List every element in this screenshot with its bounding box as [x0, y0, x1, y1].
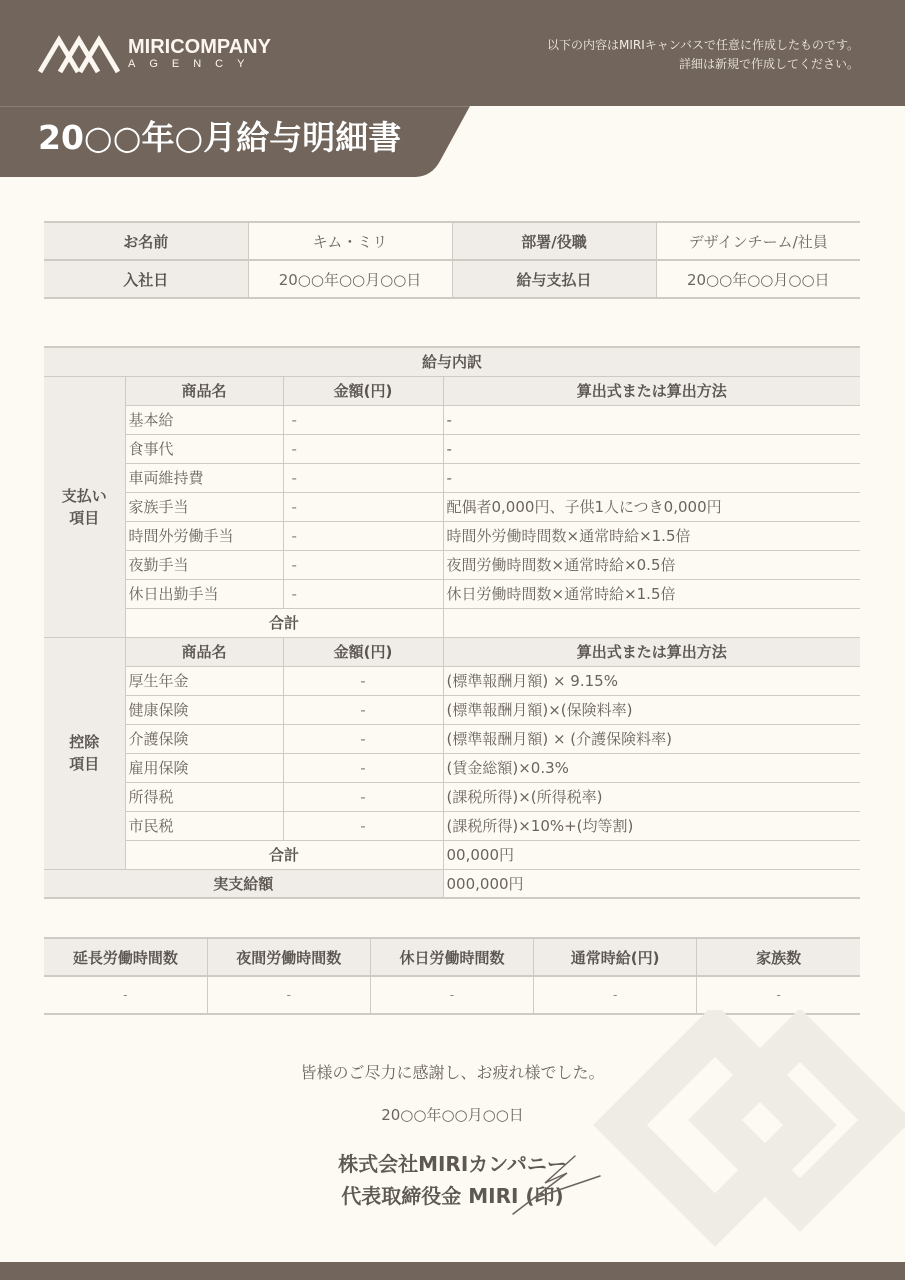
- item-formula: (標準報酬月額)×(保険料率): [443, 695, 860, 724]
- item-amount: -: [283, 492, 443, 521]
- issue-date: 20○○年○○月○○日: [381, 1106, 524, 1124]
- column-item-name: 商品名: [125, 637, 283, 666]
- item-amount: -: [283, 463, 443, 492]
- name-label: お名前: [44, 222, 248, 260]
- hourly-wage-value: -: [534, 976, 697, 1014]
- header-bar: [0, 0, 905, 106]
- item-formula: (課税所得)×(所得税率): [443, 782, 860, 811]
- info-row: [44, 222, 860, 260]
- net-pay-label: 実支給額: [44, 869, 443, 898]
- item-amount: -: [283, 753, 443, 782]
- column-amount: 金額(円): [283, 376, 443, 405]
- notice-line-1: 以下の内容はMIRIキャンバスで任意に作成したものです。: [547, 38, 859, 52]
- overtime-hours-value: -: [44, 976, 207, 1014]
- dept-label: 部署/役職: [452, 222, 656, 260]
- payday-label: 給与支払日: [452, 260, 656, 298]
- night-hours-value: -: [207, 976, 370, 1014]
- item-name: 介護保険: [125, 724, 283, 753]
- net-pay-value: 000,000円: [443, 869, 860, 898]
- logo-name: MIRICOMPANY: [128, 36, 271, 58]
- item-amount: -: [283, 521, 443, 550]
- item-formula: 時間外労働時間数×通常時給×1.5倍: [443, 521, 860, 550]
- item-amount: -: [283, 434, 443, 463]
- item-amount: -: [283, 579, 443, 608]
- payments-total-row: [44, 608, 860, 637]
- overtime-hours-label: 延長労働時間数: [44, 938, 207, 976]
- item-name: 休日出勤手当: [125, 579, 283, 608]
- document-title: 20○○年○月給与明細書: [38, 118, 402, 157]
- deductions-total-row: [44, 840, 860, 869]
- table-row: [44, 521, 860, 550]
- salary-breakdown-table: [44, 346, 860, 899]
- table-row: [44, 550, 860, 579]
- item-name: 厚生年金: [125, 666, 283, 695]
- deductions-total-label: 合計: [125, 840, 443, 869]
- item-formula: (課税所得)×10%+(均等割): [443, 811, 860, 840]
- item-formula: -: [443, 434, 860, 463]
- item-amount: -: [283, 695, 443, 724]
- table-row: [44, 579, 860, 608]
- payments-section-label: 支払い 項目: [44, 376, 125, 637]
- hours-header-row: [44, 938, 860, 976]
- deductions-section-label: 控除 項目: [44, 637, 125, 869]
- employee-info-table: [44, 221, 860, 299]
- item-name: 車両維持費: [125, 463, 283, 492]
- company-name: 株式会社MIRIカンパニー: [338, 1152, 567, 1176]
- diamond-watermark-icon: [585, 1010, 905, 1250]
- item-formula: (賃金総額)×0.3%: [443, 753, 860, 782]
- table-row: [44, 434, 860, 463]
- item-amount: -: [283, 405, 443, 434]
- column-formula: 算出式または算出方法: [443, 376, 860, 405]
- item-name: 所得税: [125, 782, 283, 811]
- company-logo: [38, 32, 271, 74]
- join-date-label: 入社日: [44, 260, 248, 298]
- deductions-header-row: [44, 637, 860, 666]
- item-formula: -: [443, 405, 860, 434]
- column-item-name: 商品名: [125, 376, 283, 405]
- item-formula: -: [443, 463, 860, 492]
- dept-value: デザインチーム/社員: [656, 222, 860, 260]
- item-name: 夜勤手当: [125, 550, 283, 579]
- logo-subtitle: AGENCY: [128, 58, 259, 70]
- table-row: [44, 753, 860, 782]
- item-formula: (標準報酬月額) × (介護保険料率): [443, 724, 860, 753]
- table-row: [44, 492, 860, 521]
- name-value: キム・ミリ: [248, 222, 452, 260]
- template-notice: [439, 36, 859, 74]
- table-row: [44, 782, 860, 811]
- item-name: 時間外労働手当: [125, 521, 283, 550]
- closing-message: 皆様のご尽力に感謝し、お疲れ様でした。: [300, 1063, 605, 1082]
- item-name: 食事代: [125, 434, 283, 463]
- payments-header-row: [44, 376, 860, 405]
- payday-value: 20○○年○○月○○日: [656, 260, 860, 298]
- work-hours-table: [44, 937, 860, 1015]
- item-name: 家族手当: [125, 492, 283, 521]
- info-row: [44, 260, 860, 298]
- item-name: 基本給: [125, 405, 283, 434]
- hourly-wage-label: 通常時給(円): [534, 938, 697, 976]
- family-count-label: 家族数: [697, 938, 860, 976]
- item-amount: -: [283, 724, 443, 753]
- table-row: [44, 463, 860, 492]
- item-name: 健康保険: [125, 695, 283, 724]
- table-row: [44, 811, 860, 840]
- payments-total-label: 合計: [125, 608, 443, 637]
- item-name: 市民税: [125, 811, 283, 840]
- item-amount: -: [283, 550, 443, 579]
- hours-value-row: [44, 976, 860, 1014]
- join-date-value: 20○○年○○月○○日: [248, 260, 452, 298]
- holiday-hours-value: -: [370, 976, 533, 1014]
- family-count-value: -: [697, 976, 860, 1014]
- item-amount: -: [283, 811, 443, 840]
- item-name: 雇用保険: [125, 753, 283, 782]
- mountain-logo-icon: [38, 32, 120, 74]
- item-amount: -: [283, 666, 443, 695]
- breakdown-caption: 給与内訳: [44, 347, 860, 376]
- table-row: [44, 666, 860, 695]
- signature-icon: [505, 1148, 605, 1218]
- table-row: [44, 724, 860, 753]
- item-formula: (標準報酬月額) × 9.15%: [443, 666, 860, 695]
- column-amount: 金額(円): [283, 637, 443, 666]
- table-row: [44, 405, 860, 434]
- table-row: [44, 695, 860, 724]
- net-pay-row: [44, 869, 860, 898]
- payments-total-value: [443, 608, 860, 637]
- holiday-hours-label: 休日労働時間数: [370, 938, 533, 976]
- representative-name: 代表取締役金 MIRI (印): [341, 1184, 564, 1208]
- item-formula: 配偶者0,000円、子供1人につき0,000円: [443, 492, 860, 521]
- item-amount: -: [283, 782, 443, 811]
- footer-bar: [0, 1262, 905, 1280]
- deductions-total-value: 00,000円: [443, 840, 860, 869]
- item-formula: 休日労働時間数×通常時給×1.5倍: [443, 579, 860, 608]
- item-formula: 夜間労働時間数×通常時給×0.5倍: [443, 550, 860, 579]
- night-hours-label: 夜間労働時間数: [207, 938, 370, 976]
- notice-line-2: 詳細は新規で作成してください。: [678, 57, 859, 71]
- column-formula: 算出式または算出方法: [443, 637, 860, 666]
